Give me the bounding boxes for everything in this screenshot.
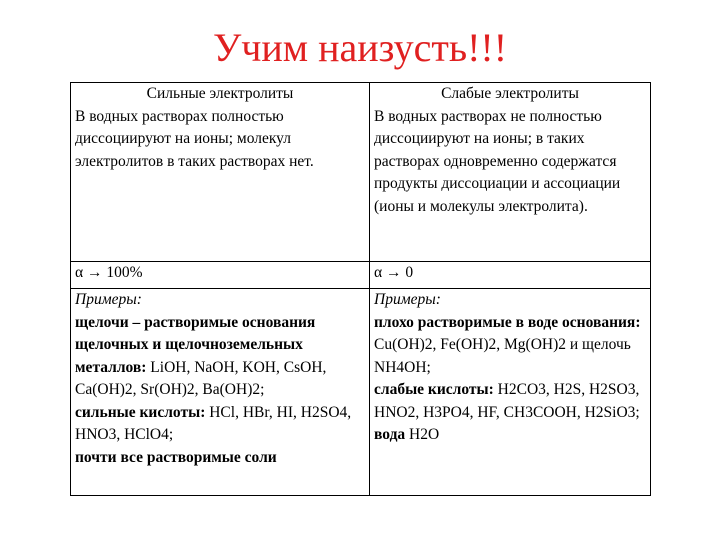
weak-example-2 bbox=[374, 379, 646, 424]
strong-alpha: α → 100% bbox=[71, 262, 370, 289]
strong-example-2-value: HCl, HBr, HI, H2SO4, HNO3, HClO4; bbox=[75, 403, 352, 443]
weak-example-3-label: вода bbox=[374, 426, 406, 443]
strong-examples-cell bbox=[71, 289, 370, 496]
table-row bbox=[71, 83, 651, 262]
weak-examples-label: Примеры: bbox=[374, 291, 441, 308]
slide-title: Учим наизусть!!! bbox=[212, 25, 508, 70]
strong-electrolytes-cell bbox=[71, 83, 370, 262]
strong-examples-label: Примеры: bbox=[75, 291, 142, 308]
weak-alpha: α → 0 bbox=[370, 262, 651, 289]
weak-description: В водных растворах не полностью диссоциируют на ионы; в таких растворах одновременно содержатся продукты диссоциации и ассоциации (ионы и молекулы электролита). bbox=[374, 107, 621, 215]
strong-example-1-value: LiOH, NaOH, KOH, CsOH, Ca(OH)2, Sr(OH)2, Ba(OH)2; bbox=[75, 358, 327, 398]
strong-example-3 bbox=[75, 447, 365, 470]
weak-header: Слабые электролиты bbox=[441, 85, 579, 102]
weak-example-2-value: H2CO3, H2S, H2SO3, HNO2, H3PO4, HF, CH3COOH, H2SiO3; bbox=[374, 381, 640, 421]
strong-example-2-label: сильные кислоты: bbox=[75, 403, 206, 421]
weak-example-3-value: H2O bbox=[405, 426, 440, 443]
strong-example-3-label: почти все растворимые соли bbox=[75, 448, 277, 466]
weak-example-1-value: Cu(OH)2, Fe(OH)2, Mg(OH)2 и щелочь NH4OH; bbox=[374, 336, 631, 376]
weak-example-2-label: слабые кислоты: bbox=[374, 381, 494, 398]
weak-example-1-label: плохо растворимые в воде основания: bbox=[374, 313, 641, 331]
strong-example-2 bbox=[75, 402, 365, 447]
strong-header: Сильные электролиты bbox=[146, 85, 294, 102]
strong-description: В водных растворах полностью диссоциируют на ионы; молекул электролитов в таких растворах нет. bbox=[75, 107, 314, 170]
weak-electrolytes-cell bbox=[370, 83, 651, 262]
electrolytes-table bbox=[70, 82, 651, 496]
weak-examples-cell bbox=[370, 289, 651, 496]
strong-example-1-label: щелочи – растворимые основания щелочных и щелочноземельных металлов: bbox=[75, 313, 316, 376]
table-row bbox=[71, 262, 651, 289]
table-row bbox=[71, 289, 651, 496]
strong-example-1 bbox=[75, 312, 365, 402]
weak-example-1 bbox=[374, 312, 646, 380]
weak-example-3 bbox=[374, 424, 646, 447]
